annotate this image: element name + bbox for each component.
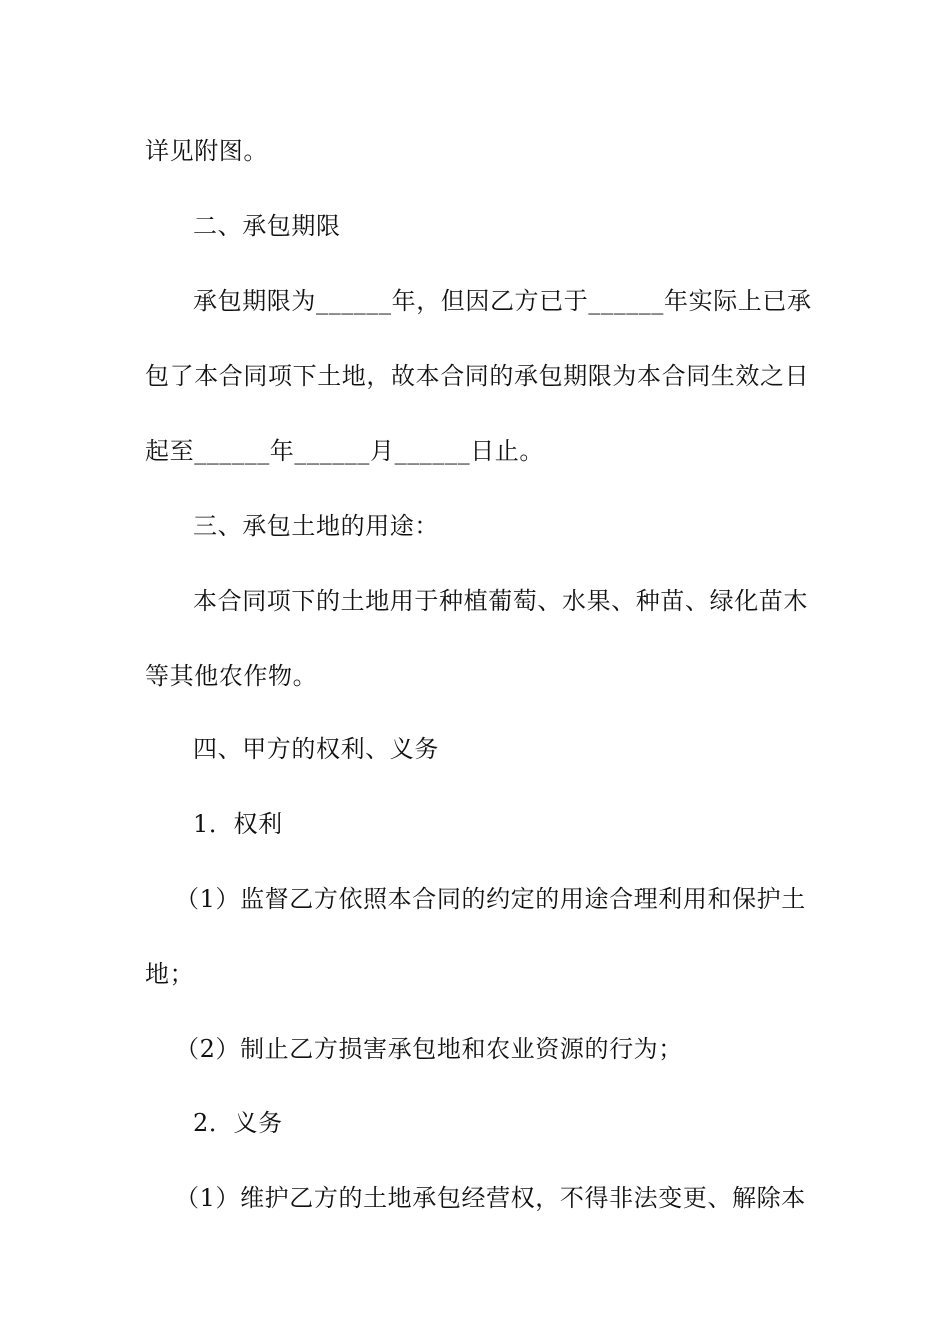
rights-item-2: （2）制止乙方损害承包地和农业资源的行为； [175, 1035, 683, 1063]
paragraph-land-use-line-2: 等其他农作物。 [145, 662, 318, 690]
section-heading-party-a-rights-duties: 四、甲方的权利、义务 [193, 735, 439, 763]
text-line-attachment-note: 详见附图。 [145, 137, 268, 165]
rights-item-1-line-2: 地； [145, 960, 195, 988]
paragraph-contract-term-line-1: 承包期限为______年，但因乙方已于______年实际上已承 [193, 287, 812, 315]
section-heading-land-use: 三、承包土地的用途： [193, 512, 439, 540]
rights-item-1-line-1: （1）监督乙方依照本合同的约定的用途合理利用和保护土 [175, 885, 806, 913]
paragraph-contract-term-line-2: 包了本合同项下土地，故本合同的承包期限为本合同生效之日 [145, 362, 810, 390]
section-heading-contract-term: 二、承包期限 [193, 212, 341, 240]
duties-item-1-line-1: （1）维护乙方的土地承包经营权，不得非法变更、解除本 [175, 1184, 806, 1212]
subheading-duties: 2．义务 [193, 1109, 283, 1137]
subheading-rights: 1．权利 [193, 810, 283, 838]
paragraph-land-use-line-1: 本合同项下的土地用于种植葡萄、水果、种苗、绿化苗木 [193, 587, 808, 615]
paragraph-contract-term-line-3: 起至______年______月______日止。 [145, 437, 544, 465]
